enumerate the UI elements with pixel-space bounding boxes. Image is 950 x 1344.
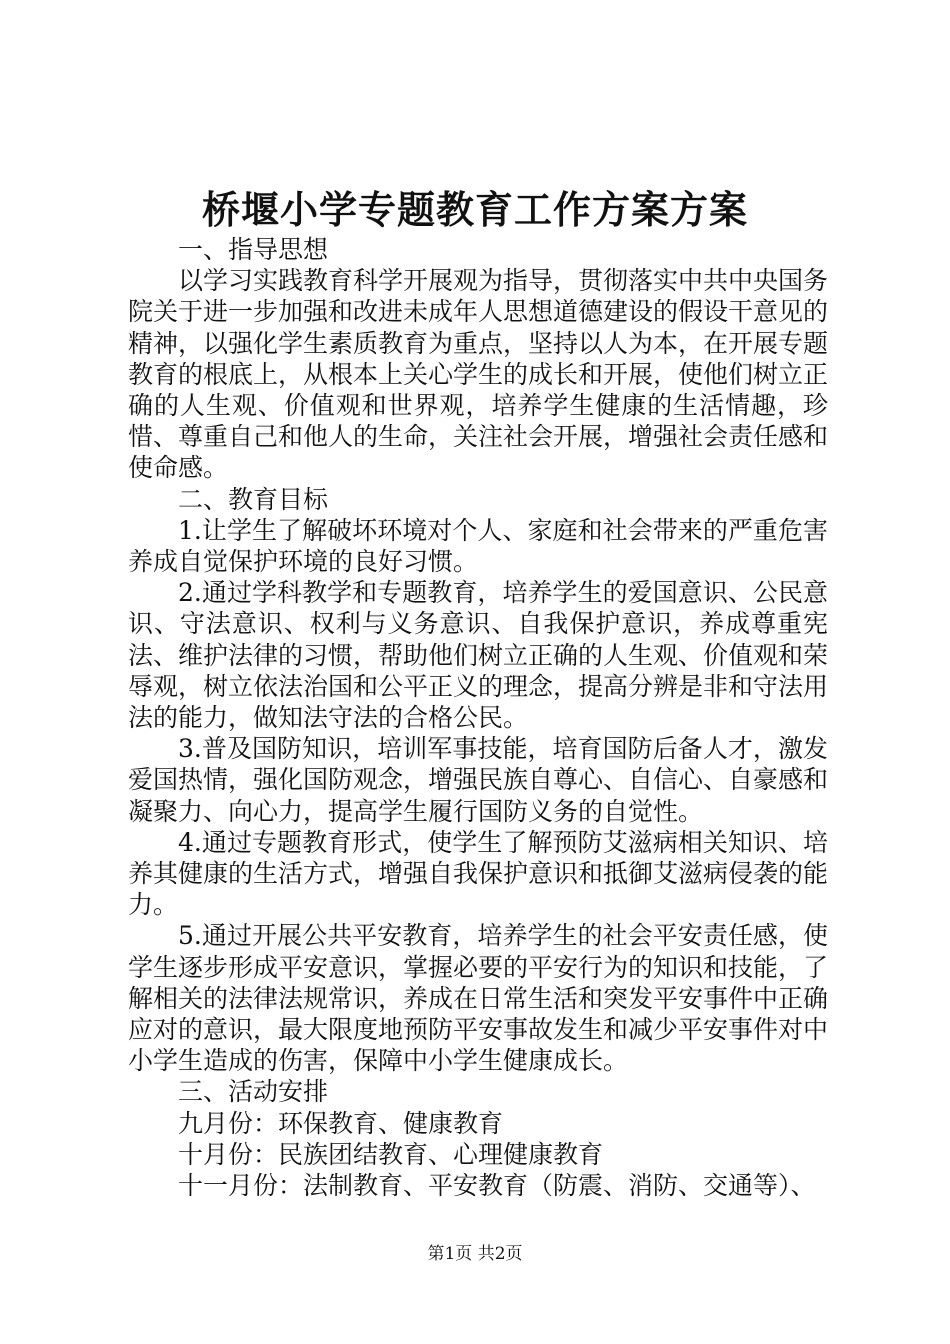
goal-item: 2.通过学科教学和专题教育，培养学生的爱国意识、公民意识、守法意识、权利与义务意识、自我保护意识，养成尊重宪法、维护法律的习惯，帮助他们树立正确的人生观、价值观和荣辱观，树立依法治国和公平正义的理念，提高分辨是非和守法用法的能力，做知法守法的合格公民。 [128, 578, 829, 733]
goal-item: 3.普及国防知识，培训军事技能，培育国防后备人才，激发爱国热情，强化国防观念，增强民族自尊心、自信心、自豪感和凝聚力、向心力，提高学生履行国防义务的自觉性。 [128, 734, 829, 826]
section-heading-guiding-ideology: 一、指导思想 [178, 235, 329, 264]
activity-item: 十月份：民族团结教育、心理健康教育 [178, 1139, 604, 1169]
goal-item: 4.通过专题教育形式，使学生了解预防艾滋病相关知识、培养其健康的生活方式，增强自我保护意识和抵御艾滋病侵袭的能力。 [128, 827, 829, 920]
section-heading-education-goals: 二、教育目标 [178, 484, 329, 514]
section-heading-activity-schedule: 三、活动安排 [178, 1077, 329, 1107]
document-title: 桥堰小学专题教育工作方案方案 [201, 187, 748, 232]
goal-item: 5.通过开展公共平安教育，培养学生的社会平安责任感，使学生逐步形成平安意识，掌握必要的平安行为的知识和技能，了解相关的法律法规常识，养成在日常生活和突发平安事件中正确应对的意识，最大限度地预防平安事故发生和减少平安事件对中小学生造成的伤害，保障中小学生健康成长。 [128, 921, 829, 1076]
activity-item: 十一月份：法制教育、平安教育（防震、消防、交通等）、 [178, 1171, 816, 1201]
guiding-ideology-paragraph: 以学习实践教育科学开展观为指导，贯彻落实中共中央国务院关于进一步加强和改进未成年人思想道德建设的假设干意见的精神，以强化学生素质教育为重点，坚持以人为本，在开展专题教育的根底上，从根本上关心学生的成长和开展，使他们树立正确的人生观、价值观和世界观，培养学生健康的生活情趣，珍惜、尊重自己和他人的生命，关注社会开展，增强社会责任感和使命感。 [128, 266, 829, 483]
goal-item: 1.让学生了解破坏环境对个人、家庭和社会带来的严重危害养成自觉保护环境的良好习惯。 [128, 515, 828, 577]
activity-item: 九月份：环保教育、健康教育 [178, 1108, 504, 1138]
page-footer: 第1页 共2页 [427, 1244, 523, 1264]
document-body [128, 234, 828, 1201]
